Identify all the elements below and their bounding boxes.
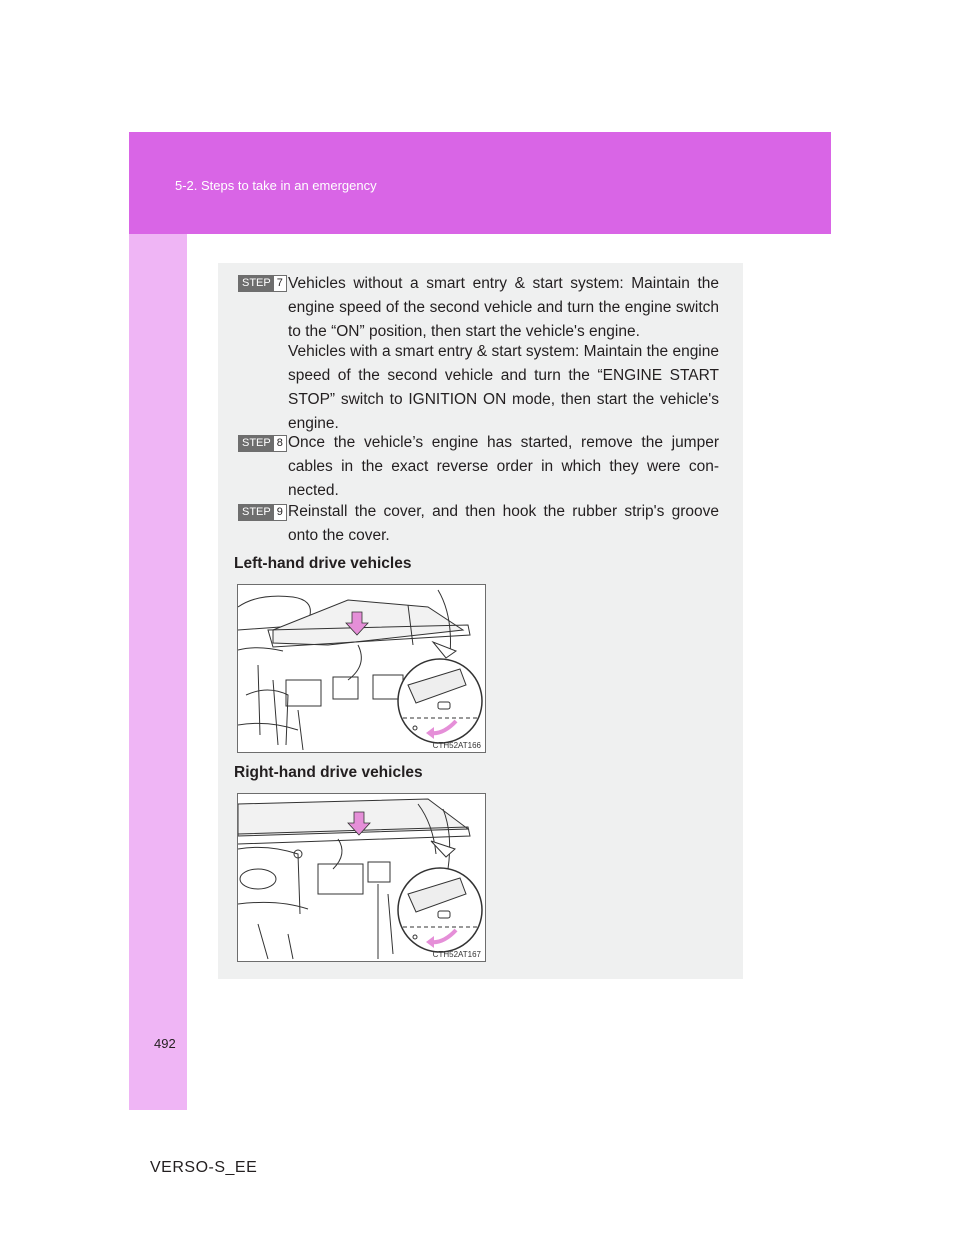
- step-8-badge: [238, 434, 287, 452]
- step-7-badge: [238, 274, 287, 292]
- page-number: 492: [154, 1036, 176, 1051]
- step-number: 9: [276, 506, 283, 518]
- engine-bay-illustration-icon: [238, 794, 485, 961]
- step-7-text: Vehicles without a smart entry & start system: Maintain the engine speed of the second vehicle and turn the engine switch to the “ON” position, then start the vehicle's engine.: [288, 275, 719, 340]
- content-box: [218, 263, 743, 979]
- figure-code: CTH52AT167: [432, 950, 481, 959]
- model-code: VERSO-S_EE: [150, 1159, 258, 1176]
- figure-code: CTH52AT166: [432, 741, 481, 750]
- step-7-text-smart-entry: Vehicles with a smart entry & start system: Maintain the engine speed of the second vehicle and turn the “ENGINE START STOP” switch to IGNITION ON mode, then start the vehicle's engine.: [288, 343, 719, 432]
- step-label: STEP: [239, 276, 274, 291]
- side-tab-bar: [129, 234, 187, 1110]
- step-label: STEP: [239, 505, 274, 520]
- section-title: 5-2. Steps to take in an emergency: [175, 178, 377, 193]
- step-label: STEP: [239, 436, 274, 451]
- section-header-bar: [129, 132, 831, 234]
- figure-heading-lhd: Left-hand drive vehicles: [234, 555, 412, 572]
- engine-bay-illustration-icon: [238, 585, 485, 752]
- step-8-text: Once the vehicle’s engine has started, remove the jumper cables in the exact reverse order in which they were con-nected.: [288, 434, 719, 499]
- step-9-badge: [238, 503, 287, 521]
- figure-lhd: [237, 584, 486, 753]
- step-9-text: Reinstall the cover, and then hook the rubber strip's groove onto the cover.: [288, 503, 719, 544]
- step-number: 8: [276, 437, 283, 449]
- step-number: 7: [276, 277, 283, 289]
- figure-heading-rhd: Right-hand drive vehicles: [234, 764, 423, 781]
- figure-rhd: [237, 793, 486, 962]
